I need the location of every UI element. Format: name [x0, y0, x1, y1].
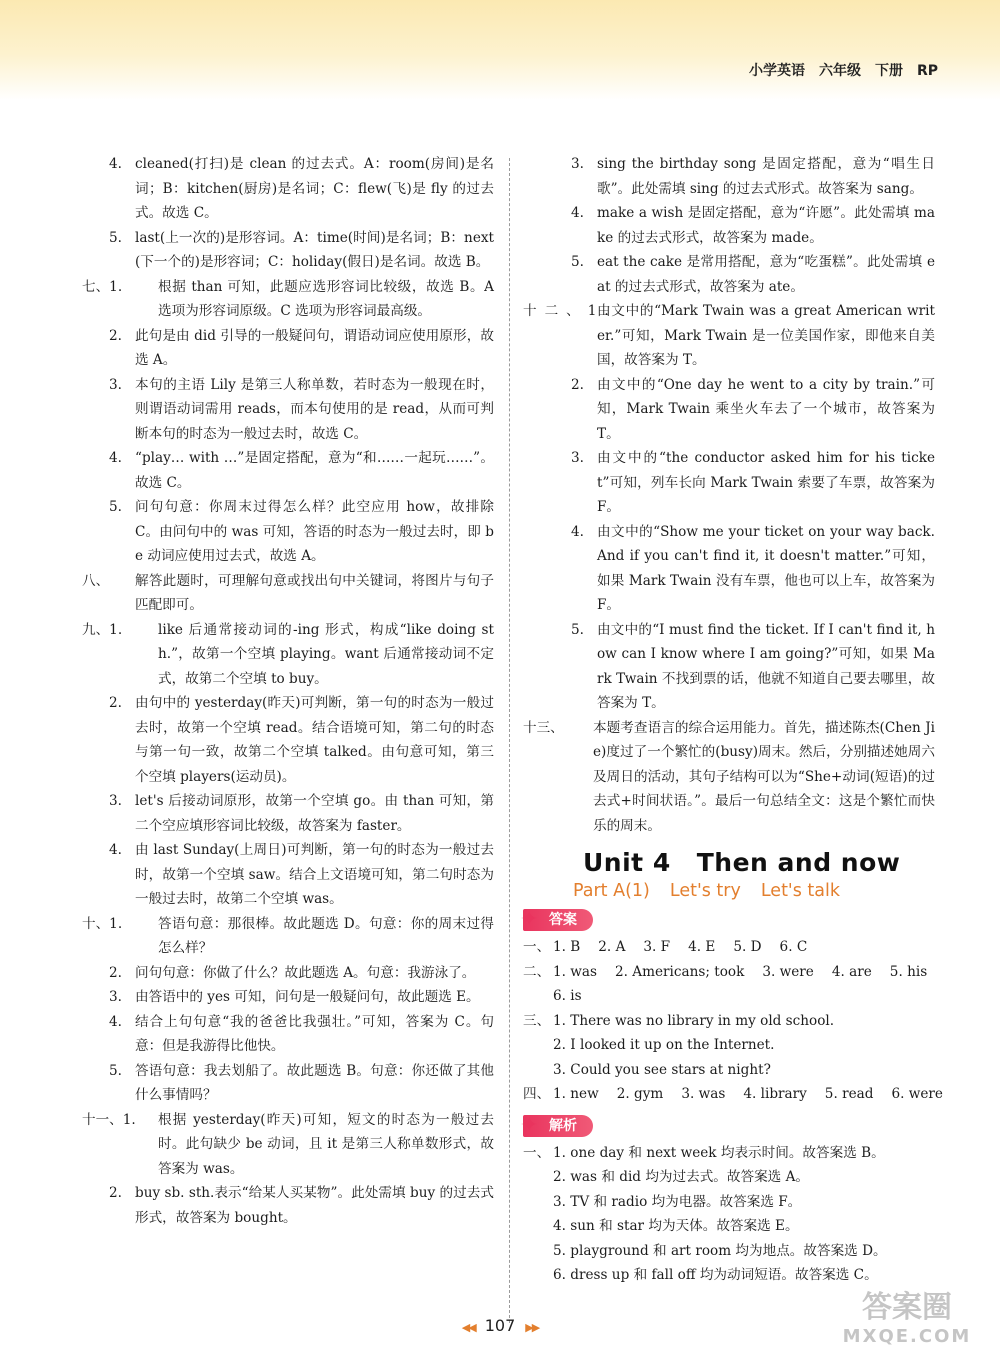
answer-item: 3. Could you see stars at night? [553, 1061, 771, 1078]
header-volume: 下册 [874, 63, 903, 79]
item-text: 根据 than 可知，此题应选形容词比较级，故选 B。A 选项为形容词原级。C 选项为形容词最高级。 [158, 278, 494, 319]
explanation-item [82, 838, 494, 912]
answer-item: 3. was [681, 1086, 726, 1102]
unit-subtitle: Then and now [696, 848, 901, 877]
explanation-item [82, 152, 494, 226]
analysis-text: 6. dress up 和 fall off 均为动词短语。故答案选 C。 [553, 1267, 878, 1283]
item-text: make a wish 是固定搭配，意为“许愿”。此处需填 make 的过去式形式，故答案为 made。 [597, 205, 935, 246]
watermark-line1: 答案圈 [862, 1290, 952, 1325]
part-name: Part A(1) [573, 881, 650, 901]
answer-row [523, 935, 935, 960]
item-text: 根据 yesterday(昨天)可知，短文的时态为一般过去时。此句缺少 be 动词，且 it 是第三人称单数形式，故答案为 was。 [158, 1111, 494, 1177]
item-number: 2. [109, 327, 122, 344]
analysis-row [523, 1239, 935, 1264]
answer-row [523, 984, 935, 1009]
item-text: 由文中的“I must find the ticket. If I can't find it, how can I know where I am going?”可知，如果 Mark Twain 不找到票的话，他就不知道自己要去哪里，故答案为 T。 [597, 621, 935, 711]
header-subject: 小学英语 [748, 63, 805, 79]
item-number: 3. [109, 793, 122, 809]
explanation-item [82, 1181, 494, 1230]
answer-item: 5. D [733, 939, 762, 955]
answer-item: 1. B [553, 939, 581, 955]
explanation-item [82, 1108, 494, 1182]
answer-item: 6. were [891, 1086, 943, 1102]
analysis-row [523, 1214, 935, 1239]
item-number: 十一、1. [82, 1111, 136, 1128]
explanation-item [82, 618, 494, 692]
analysis-row [523, 1165, 935, 1190]
answers-label: 答案 [549, 912, 577, 928]
analysis-text: 3. TV 和 radio 均为电器。故答案选 F。 [553, 1193, 802, 1210]
explanation-item [523, 201, 935, 250]
explanation-item [523, 716, 935, 839]
item-number: 3. [571, 450, 584, 466]
analysis-label: 解析 [549, 1117, 577, 1134]
explanation-item [82, 446, 494, 495]
answer-item: 2. gym [616, 1086, 664, 1102]
item-text: 答语句意：我去划船了。故此题选 B。句意：你还做了其他什么事情吗？ [135, 1062, 494, 1103]
watermark [832, 1290, 982, 1360]
unit-title [583, 848, 935, 877]
explanation-item [523, 446, 935, 520]
item-text: 由句中的 yesterday(昨天)可判断，第一句的时态为一般过去时，故第一个空填 read。结合语境可知，第二句的时态与第一句一致，故第二个空填 talked。由句意可知，第三个空填 players(运动员)。 [135, 695, 494, 785]
analysis-row [523, 1190, 935, 1215]
analysis-text: 4. sun 和 star 均为天体。故答案选 E。 [553, 1218, 799, 1234]
answer-item: 6. C [779, 939, 808, 955]
answer-item: 6. is [553, 988, 582, 1004]
watermark-line2: MXQE.COM [842, 1326, 972, 1347]
explanation-item [82, 495, 494, 569]
lets-talk-label: Let's talk [760, 881, 841, 901]
answer-row [523, 960, 935, 985]
answer-section-number: 四、 [523, 1086, 551, 1102]
item-number: 十二、1. [523, 303, 617, 319]
explanation-item [523, 152, 935, 201]
item-number: 八、 [82, 572, 110, 589]
item-number: 5. [109, 1062, 122, 1079]
analysis-badge [520, 1112, 593, 1138]
item-number: 5. [571, 254, 584, 270]
header-band [0, 0, 1000, 100]
explanation-item [523, 520, 935, 618]
item-number: 4. [571, 205, 584, 221]
explanation-item [82, 569, 494, 618]
item-number: 4. [109, 842, 122, 858]
item-number: 七、1. [82, 278, 123, 295]
item-number: 4. [109, 450, 122, 466]
item-text: 由 last Sunday(上周日)可判断，第一句的时态为一般过去时，故第一个空填 saw。结合上文语境可知，第二句时态为一般过去时，故第二个空填 was。 [135, 842, 494, 907]
item-text: 由文中的“the conductor asked him for his ticket”可知，列车长向 Mark Twain 索要了车票，故答案为 F。 [597, 450, 935, 515]
item-text: 解答此题时，可理解句意或找出句中关键词，将图片与句子匹配即可。 [135, 572, 494, 613]
answer-item: 4. are [831, 963, 872, 980]
answer-item: 2. Americans; took [615, 963, 745, 980]
item-number: 2. [109, 964, 122, 981]
answer-item: 2. A [598, 939, 626, 955]
item-text: sing the birthday song 是固定搭配，意为“唱生日歌”。此处需填 sing 的过去式形式。故答案为 sang。 [597, 156, 935, 197]
explanation-item [82, 226, 494, 275]
explanation-item [82, 324, 494, 373]
item-number: 2. [571, 376, 584, 393]
item-number: 2. [109, 695, 122, 711]
item-text: 结合上句句意“我的爸爸比我强壮。”可知，答案为 C。句意：但是我游得比他快。 [135, 1013, 494, 1054]
answer-item: 5. his [889, 963, 928, 980]
unit-number: Unit 4 [583, 848, 671, 877]
page-number: 107 [484, 1316, 516, 1335]
analysis-section-number: 一、 [523, 1144, 551, 1161]
answer-item: 2. I looked it up on the Internet. [553, 1037, 775, 1053]
item-number: 4. [109, 1013, 122, 1030]
item-text: 问句句意：你周末过得怎么样？此空应用 how，故排除 C。由问句中的 was 可知，答语的时态为一般过去时，即 be 动词应使用过去式，故选 A。 [135, 499, 494, 564]
answer-row [523, 1009, 935, 1034]
lets-try-label: Let's try [669, 881, 741, 901]
analysis-badge-row [520, 1112, 935, 1141]
answer-item: 3. were [762, 963, 814, 980]
analysis-text: 1. one day 和 next week 均表示时间。故答案选 B。 [553, 1144, 885, 1161]
item-text: 由文中的“Mark Twain was a great American writer.”可知，Mark Twain 是一位美国作家，即他来自美国，故答案为 T。 [597, 303, 935, 368]
item-text: 本句的主语 Lily 是第三人称单数，若时态为一般现在时，则谓语动词需用 reads，而本句使用的是 read，从而可判断本句的时态为一般过去时，故选 C。 [135, 376, 494, 442]
item-text: 由文中的“One day he went to a city by train.”可知，Mark Twain 乘坐火车去了一个城市，故答案为 T。 [597, 376, 935, 442]
answer-item: 4. E [688, 939, 716, 955]
item-text: eat the cake 是常用搭配，意为“吃蛋糕”。此处需填 eat 的过去式形式，故答案为 ate。 [597, 254, 935, 295]
item-text: 本题考查语言的综合运用能力。首先，描述陈杰(Chen Jie)度过了一个繁忙的(busy)周末。然后，分别描述她周六及周日的活动，其句子结构可以为“She+动词(短语)的过去式+时间状语。”。最后一句总结全文：这是个繁忙而快乐的周末。 [593, 719, 935, 834]
item-text: “play… with …”是固定搭配，意为“和……一起玩……”。故选 C。 [135, 450, 494, 491]
explanation-item [82, 789, 494, 838]
key-icon: ✦ [520, 1112, 539, 1138]
item-number: 3. [109, 376, 122, 393]
analysis-row [523, 1263, 935, 1288]
explanation-item [82, 912, 494, 961]
item-text: cleaned(打扫)是 clean 的过去式。A：room(房间)是名词；B：kitchen(厨房)是名词；C：flew(飞)是 fly 的过去式。故选 C。 [135, 156, 494, 221]
item-number: 十、1. [82, 915, 123, 932]
item-text: like 后通常接动词的-ing 形式，构成“like doing sth.”，故第一个空填 playing。want 后通常接动词不定式，故第二个空填 to buy。 [158, 621, 494, 687]
item-text: 此句是由 did 引导的一般疑问句，谓语动词应使用原形，故选 A。 [135, 327, 494, 368]
right-column [520, 152, 943, 1288]
next-arrow-icon: ▶▶ [525, 1321, 539, 1334]
answer-section-number: 一、 [523, 939, 551, 955]
item-number: 3. [571, 156, 584, 172]
analysis-text: 2. was 和 did 均为过去式。故答案选 A。 [553, 1169, 809, 1185]
item-text: 答语句意：那很棒。故此题选 D。句意：你的周末过得怎么样？ [158, 915, 494, 956]
item-number: 十三、 [523, 719, 564, 736]
answers-badge-row [520, 907, 935, 935]
explanation-item [523, 618, 935, 716]
item-number: 4. [109, 156, 122, 172]
explanation-item [82, 691, 494, 789]
item-number: 九、1. [82, 621, 123, 638]
analysis-list [523, 1141, 935, 1288]
explanation-item [523, 299, 935, 373]
answer-item: 5. read [824, 1086, 874, 1102]
answer-row [523, 1058, 935, 1083]
answer-item: 4. library [743, 1086, 807, 1102]
answer-item: 1. new [553, 1086, 599, 1102]
right-column-items [523, 152, 935, 838]
answer-row [523, 1082, 943, 1107]
analysis-row [523, 1141, 935, 1166]
explanation-item [82, 373, 494, 447]
answer-item: 3. F [643, 939, 671, 955]
prev-arrow-icon: ◀◀ [461, 1321, 475, 1334]
answers-list [523, 935, 943, 1107]
explanation-item [82, 985, 494, 1010]
item-number: 5. [109, 499, 122, 515]
header-edition: RP [916, 63, 938, 79]
item-text: buy sb. sth.表示“给某人买某物”。此处需填 buy 的过去式形式，故答案为 bought。 [135, 1185, 494, 1226]
item-number: 2. [109, 1185, 122, 1201]
item-number: 3. [109, 989, 122, 1005]
explanation-item [82, 961, 494, 986]
item-text: 由文中的“Show me your ticket on your way back. And if you can't find it, it doesn't matter.”可知，如果 Mark Twain 没有车票，他也可以上车，故答案为 F。 [597, 523, 935, 613]
key-icon: ✦ [520, 907, 539, 932]
item-number: 5. [109, 229, 122, 246]
explanation-item [523, 250, 935, 299]
running-header [735, 60, 938, 80]
analysis-text: 5. playground 和 art room 均为地点。故答案选 D。 [553, 1242, 887, 1259]
explanation-item [82, 275, 494, 324]
explanation-item [82, 1010, 494, 1059]
answers-badge [520, 907, 593, 932]
header-grade: 六年级 [818, 63, 861, 79]
explanation-item [523, 373, 935, 447]
answer-section-number: 二、 [523, 963, 551, 980]
answer-section-number: 三、 [523, 1012, 551, 1029]
item-text: let's 后接动词原形，故第一个空填 go。由 than 可知，第二个空应填形容词比较级，故答案为 faster。 [135, 793, 494, 834]
column-divider [509, 158, 510, 1323]
item-number: 5. [571, 621, 584, 638]
item-text: last(上一次的)是形容词。A：time(时间)是名词；B：next(下一个的)是形容词；C：holiday(假日)是名词。故选 B。 [135, 229, 494, 270]
item-number: 4. [571, 523, 584, 540]
left-column [82, 152, 494, 1230]
explanation-item [82, 1059, 494, 1108]
answer-row [523, 1033, 935, 1058]
answer-item: 1. There was no library in my old school. [553, 1012, 835, 1029]
part-heading [573, 881, 935, 901]
item-text: 由答语中的 yes 可知，问句是一般疑问句，故此题选 E。 [135, 989, 480, 1005]
answer-item: 1. was [553, 963, 598, 980]
item-text: 问句句意：你做了什么？故此题选 A。句意：我游泳了。 [135, 964, 476, 981]
